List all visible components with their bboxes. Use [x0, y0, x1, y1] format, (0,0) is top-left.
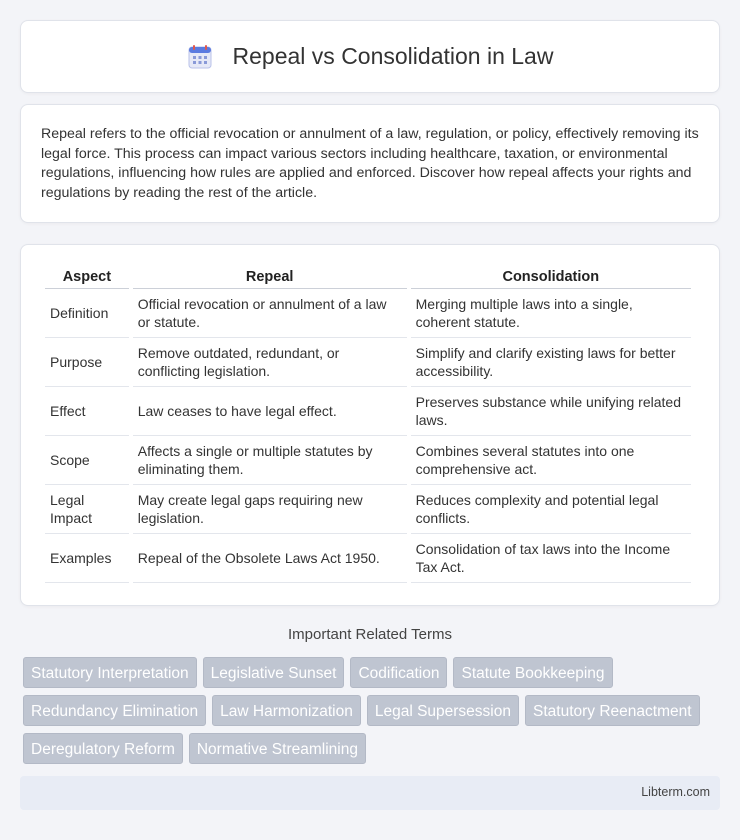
cell-aspect: Scope	[45, 436, 129, 485]
cell-consolidation: Combines several statutes into one comprehensive act.	[411, 436, 691, 485]
cell-repeal: Official revocation or annulment of a law or statute.	[133, 289, 407, 338]
related-terms-list	[23, 657, 723, 764]
cell-aspect: Legal Impact	[45, 485, 129, 534]
cell-consolidation: Consolidation of tax laws into the Income Tax Act.	[411, 534, 691, 583]
table-row	[45, 387, 691, 436]
header-repeal: Repeal	[133, 265, 407, 289]
related-term-tag[interactable]: Deregulatory Reform	[23, 733, 183, 764]
related-term-tag[interactable]: Statutory Interpretation	[23, 657, 197, 688]
calendar-icon	[187, 44, 213, 70]
cell-repeal: Affects a single or multiple statutes by eliminating them.	[133, 436, 407, 485]
header-card	[20, 20, 720, 93]
related-term-tag[interactable]: Statute Bookkeeping	[453, 657, 612, 688]
footer	[20, 776, 720, 810]
cell-repeal: Remove outdated, redundant, or conflicting legislation.	[133, 338, 407, 387]
cell-consolidation: Preserves substance while unifying related laws.	[411, 387, 691, 436]
cell-aspect: Purpose	[45, 338, 129, 387]
header-consolidation: Consolidation	[411, 265, 691, 289]
cell-consolidation: Simplify and clarify existing laws for better accessibility.	[411, 338, 691, 387]
footer-site-link[interactable]: Libterm.com	[641, 785, 710, 799]
related-terms-title: Important Related Terms	[288, 626, 452, 643]
related-term-tag[interactable]: Normative Streamlining	[189, 733, 366, 764]
table-row	[45, 534, 691, 583]
related-term-tag[interactable]: Codification	[350, 657, 447, 688]
cell-repeal: Law ceases to have legal effect.	[133, 387, 407, 436]
page-title: Repeal vs Consolidation in Law	[232, 43, 554, 69]
cell-aspect: Definition	[45, 289, 129, 338]
related-term-tag[interactable]: Legal Supersession	[367, 695, 519, 726]
table-row	[45, 338, 691, 387]
related-term-tag[interactable]: Redundancy Elimination	[23, 695, 206, 726]
comparison-table	[41, 265, 695, 583]
cell-consolidation: Reduces complexity and potential legal conflicts.	[411, 485, 691, 534]
related-term-tag[interactable]: Legislative Sunset	[203, 657, 345, 688]
cell-aspect: Examples	[45, 534, 129, 583]
cell-repeal: May create legal gaps requiring new legislation.	[133, 485, 407, 534]
table-row	[45, 436, 691, 485]
header-aspect: Aspect	[45, 265, 129, 289]
comparison-card	[20, 244, 720, 606]
cell-repeal: Repeal of the Obsolete Laws Act 1950.	[133, 534, 407, 583]
intro-card	[20, 104, 720, 223]
table-row	[45, 289, 691, 338]
related-term-tag[interactable]: Law Harmonization	[212, 695, 361, 726]
table-header-row	[45, 265, 691, 289]
table-row	[45, 485, 691, 534]
related-term-tag[interactable]: Statutory Reenactment	[525, 695, 700, 726]
cell-aspect: Effect	[45, 387, 129, 436]
intro-text: Repeal refers to the official revocation or annulment of a law, regulation, or policy, effectively removing its legal force. This process can impact various sectors including healthcare, taxation, or environmental regulations, influencing how rules are applied and enforced. Discover how repeal affects your rights and regulations by reading the rest of the article.	[41, 126, 699, 201]
cell-consolidation: Merging multiple laws into a single, coherent statute.	[411, 289, 691, 338]
